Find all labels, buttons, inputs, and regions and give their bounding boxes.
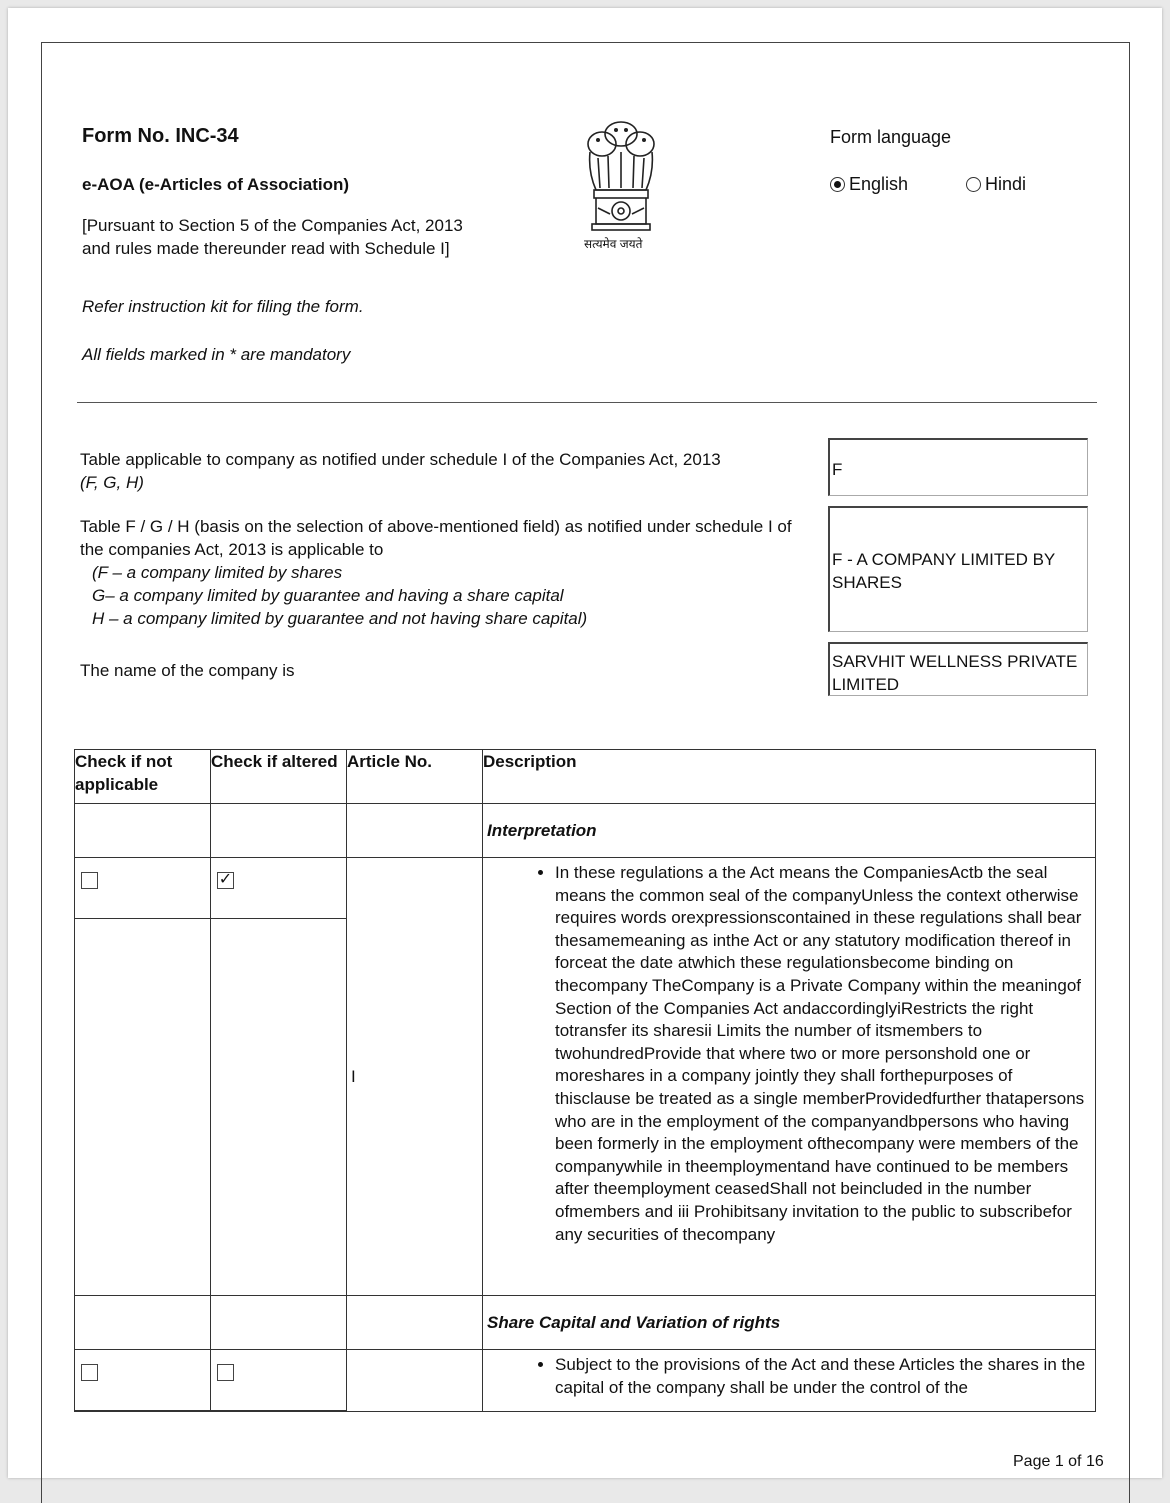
table-basis-option-f: (F – a company limited by shares (92, 563, 343, 582)
mandatory-note: All fields marked in * are mandatory (82, 345, 351, 364)
article-number (347, 1350, 483, 1412)
radio-unselected-icon[interactable] (966, 177, 981, 192)
header-article-no: Article No. (347, 750, 483, 804)
not-applicable-checkbox[interactable] (81, 1364, 98, 1381)
article-description (483, 858, 1096, 1296)
table-basis-label-2: the companies Act, 2013 is applicable to (80, 540, 384, 559)
not-applicable-checkbox[interactable] (81, 872, 98, 889)
header-not-applicable: Check if not applicable (75, 750, 211, 804)
instruction-note: Refer instruction kit for filing the form. (82, 297, 364, 316)
table-applicable-label: Table applicable to company as notified under schedule I of the Companies Act, 2013 (80, 450, 721, 469)
page-number: Page 1 of 16 (1013, 1453, 1104, 1470)
radio-hindi[interactable] (966, 174, 1026, 195)
altered-checkbox[interactable]: ✓ (218, 871, 233, 888)
article-description (483, 1350, 1096, 1412)
table-basis-field[interactable]: F - A COMPANY LIMITED BY SHARES (828, 506, 1088, 632)
radio-english-label: English (849, 174, 909, 194)
company-name-label: The name of the company is (80, 661, 295, 680)
company-name-field[interactable]: SARVHIT WELLNESS PRIVATE LIMITED (828, 642, 1088, 696)
article-row (75, 858, 1096, 1296)
pursuant-line-1: [Pursuant to Section 5 of the Companies Act, 2013 (82, 216, 463, 235)
table-applicable-question (80, 448, 800, 494)
radio-hindi-label: Hindi (985, 174, 1027, 194)
section-title: Interpretation (483, 804, 1096, 858)
form-language-label: Form language (830, 127, 952, 147)
articles-table (74, 749, 1096, 1412)
radio-english[interactable] (830, 174, 908, 195)
table-basis-question (80, 515, 830, 630)
pursuant-line-2: and rules made thereunder read with Schedule I] (82, 239, 450, 258)
article-number: I (347, 858, 483, 1296)
form-page (8, 8, 1162, 1478)
table-applicable-field[interactable]: F (828, 438, 1088, 496)
table-basis-option-g: G– a company limited by guarantee and having a share capital (92, 586, 564, 605)
article-row (75, 1350, 1096, 1412)
table-basis-option-h: H – a company limited by guarantee and not having share capital) (92, 609, 588, 628)
section-title: Share Capital and Variation of rights (483, 1296, 1096, 1350)
radio-selected-icon[interactable] (830, 177, 845, 192)
table-header-row (75, 750, 1096, 804)
header-altered: Check if altered (211, 750, 347, 804)
table-basis-label-1: Table F / G / H (basis on the selection of above-mentioned field) as notified under schedule I of (80, 517, 792, 536)
section-row-interpretation (75, 804, 1096, 858)
table-applicable-hint: (F, G, H) (80, 473, 144, 492)
article-text: • Subject to the provisions of the Act and these Articles the shares in the capital of the company shall be under the control of the (555, 1354, 1095, 1399)
altered-checkbox[interactable] (217, 1364, 234, 1381)
form-subtitle: e-AOA (e-Articles of Association) (82, 175, 350, 194)
header-divider (77, 402, 1097, 403)
header-description: Description (483, 750, 1096, 804)
section-row-share-capital (75, 1296, 1096, 1350)
article-text: • In these regulations a the Act means the CompaniesActb the seal means the common seal of the companyUnless the context otherwise requires words orexpressionscontained in these regulations shall bear thesamemeaning as inthe Act or any statutory modification thereof in forceat the date atwhich these regulationsbecome binding on thecompany TheCompany is a Private Company within the meaningof Section of the Companies Act andaccordinglyiRestricts the right totransfer its sharesii Limits the number of itsmembers to twohundredProvide that where two or more personshold one or moreshares in a company jointly they shall forthepurposes of thisclause be treated as a single memberProvidedfurther thatapersons who are in the employment of the companyandbpersons who having been formerly in the employment ofthecompany were members of the companywhile in theemploymentand have continued to be members after theemployment ceasedShall not beincluded in the number ofmembers and iii Prohibitsany invitation to the public to subscribefor any securities of thecompany (555, 862, 1095, 1246)
form-number: Form No. INC-34 (82, 125, 239, 147)
emblem-motto: सत्यमेव जयते (584, 237, 643, 251)
pursuant-note (82, 214, 463, 260)
